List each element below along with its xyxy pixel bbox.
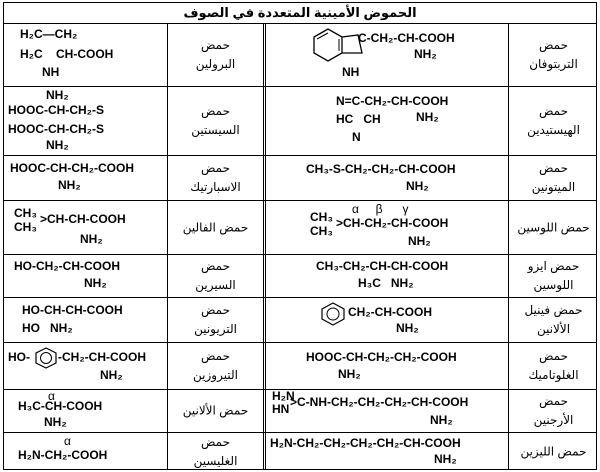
name-line-1: حمض	[538, 38, 569, 52]
amino-acid-name-cell	[508, 390, 598, 432]
formula-line-1: CH₃-CH₂-CH-CH-COOH	[316, 259, 449, 273]
structural-formula-cell	[263, 201, 508, 254]
structural-formula-cell	[4, 201, 167, 254]
formula-line-3: HOOC-CH-CH₂-S	[8, 122, 104, 136]
name-line-1: حمض	[538, 104, 569, 118]
name-line-2: الغليسين	[193, 453, 238, 468]
table-row	[4, 87, 596, 156]
formula-line-1: H₃C-CH-COOH	[18, 399, 103, 413]
amino-acid-name-cell	[508, 343, 598, 389]
formula-line-4: N	[352, 130, 361, 144]
amino-acid-name-cell	[508, 156, 598, 200]
amino-acid-name-cell	[167, 298, 263, 342]
amino-acid-name-cell	[167, 24, 263, 86]
formula-main-chain: >C-NH-CH₂-CH₂-CH₂-CH-COOH	[290, 395, 469, 409]
formula-line-2: NH₂	[406, 179, 429, 193]
formula-amino: NH₂	[44, 415, 67, 429]
name-line-1: حمض الفالين	[182, 220, 249, 234]
formula-amine: H₂N	[272, 389, 295, 403]
amino-acid-name-cell	[167, 255, 263, 297]
table-row	[4, 201, 596, 255]
name-line-2: البرولين	[195, 57, 236, 71]
name-line-1: حمض فينيل	[524, 303, 583, 317]
name-line-2: الاسبارتيك	[190, 180, 241, 194]
formula-line-2: NH₂	[58, 178, 81, 192]
structural-formula-cell	[263, 156, 508, 200]
formula-line-1: H₂N-CH₂-COOH	[18, 448, 108, 462]
formula-line-2: NH₂	[84, 276, 107, 290]
name-line-1: حمض	[538, 394, 569, 408]
structural-formula-cell	[263, 390, 508, 432]
formula-greek-label: α	[64, 434, 71, 448]
name-line-1: حمض	[200, 104, 231, 118]
formula-amino: NH₂	[80, 232, 103, 246]
name-line-1: حمض	[200, 161, 231, 175]
formula-line-1: HO-CH-CH-COOH	[22, 303, 123, 317]
structural-formula-cell	[263, 87, 508, 155]
formula-greek-label: α	[48, 389, 55, 403]
name-line-1: حمض الليزين	[520, 444, 587, 458]
name-line-2: التربتوفان	[529, 57, 578, 71]
formula-line-2: NH₂	[416, 110, 439, 124]
table-row	[4, 24, 596, 87]
formula-amino: NH₂	[434, 452, 457, 466]
amino-acid-name-cell	[508, 298, 598, 342]
formula-line-2: NH₂	[396, 321, 419, 335]
formula-line-1: HOOC-CH-CH₂-COOH	[10, 161, 134, 175]
amino-acid-name-cell	[167, 343, 263, 389]
name-line-2: الألانين	[536, 322, 571, 336]
name-line-2: الميتونين	[531, 180, 576, 194]
formula-imine: HN	[272, 402, 290, 416]
amino-acid-name-cell	[167, 433, 263, 470]
name-line-1: حمض	[200, 349, 231, 363]
name-line-1: حمض	[200, 38, 231, 52]
amino-acid-name-cell	[167, 390, 263, 432]
structural-formula-cell	[4, 343, 167, 389]
structural-formula-cell	[263, 343, 508, 389]
amino-acid-name-cell	[508, 201, 598, 254]
name-line-2: الغلوتاميك	[528, 368, 579, 382]
amino-acid-name-cell	[508, 255, 598, 297]
structural-formula-cell	[4, 433, 167, 470]
formula-line-3: HC CH	[336, 112, 381, 126]
structural-formula-cell	[263, 255, 508, 297]
table-row	[4, 255, 596, 298]
formula-line-2: NH₂	[338, 367, 361, 381]
formula-main-chain: -CH₂-CH-COOH	[58, 350, 146, 364]
structural-formula-cell	[263, 298, 508, 342]
formula-line-1: CH₂-CH-COOH	[348, 305, 432, 319]
table-row	[4, 433, 596, 470]
amino-acid-name-cell	[167, 87, 263, 155]
formula-methyl-1: CH₃	[310, 210, 333, 224]
structural-formula-cell	[4, 390, 167, 432]
formula-line-4: NH₂	[46, 138, 69, 152]
structural-formula-cell	[4, 87, 167, 155]
structural-formula-cell	[4, 156, 167, 200]
amino-acid-name-cell	[508, 24, 598, 86]
formula-amino: NH₂	[100, 368, 123, 382]
name-line-1: حمض ايزو	[527, 259, 580, 273]
name-line-1: حمض	[200, 259, 231, 273]
amino-acid-name-cell	[167, 201, 263, 254]
amino-acid-name-cell	[167, 156, 263, 200]
formula-chain: C-CH₂-CH-COOH	[358, 31, 455, 45]
formula-hydroxyl: HO-	[8, 350, 30, 364]
formula-amino: NH₂	[430, 413, 453, 427]
name-line-1: حمض	[538, 161, 569, 175]
phenol-ring-icon	[34, 347, 58, 369]
name-line-2: السيستين	[191, 123, 240, 137]
amino-acid-name-cell	[508, 87, 598, 155]
name-line-2: الأرجنين	[533, 413, 574, 427]
formula-main-chain: >CH-CH-COOH	[40, 212, 126, 226]
name-line-1: حمض اللوسين	[517, 220, 590, 234]
formula-main-chain: >CH-CH₂-CH-COOH	[336, 216, 449, 230]
formula-line-2: HOOC-CH-CH₂-S	[8, 103, 104, 117]
formula-line-1: N=C-CH₂-CH-COOH	[336, 94, 449, 108]
formula-methyl-2: CH₃	[310, 224, 333, 238]
formula-line-1: H₂N-CH₂-CH₂-CH₂-CH₂-CH-COOH	[270, 436, 461, 450]
name-line-2: الهيستيدين	[527, 123, 580, 137]
formula-amino: NH₂	[408, 234, 431, 248]
name-line-2: اللوسين	[533, 278, 574, 292]
name-line-1: حمض الألانين	[182, 403, 249, 418]
structural-formula-cell	[4, 255, 167, 297]
table-title: الحموض الأمينية المتعددة في الصوف	[4, 3, 596, 24]
name-line-2: التيروزين	[193, 368, 238, 382]
table-row	[4, 343, 596, 390]
formula-ring-nh: NH	[342, 65, 360, 79]
structural-formula-cell	[263, 24, 508, 86]
table-row	[4, 156, 596, 201]
name-line-1: حمض	[538, 349, 569, 363]
name-line-1: حمض	[200, 303, 231, 317]
formula-line-1: NH₂	[46, 88, 69, 102]
formula-greek-labels: α β γ	[352, 202, 409, 216]
formula-amino: NH₂	[414, 47, 437, 61]
name-line-1: حمض	[200, 434, 231, 449]
amino-acid-table	[3, 2, 597, 470]
formula-methyl-1: CH₃	[14, 206, 37, 220]
table-row	[4, 298, 596, 343]
formula-methyl-2: CH₃	[14, 220, 37, 234]
formula-line-1: H₂C—CH₂	[20, 27, 78, 41]
formula-line-1: HO-CH₂-CH-COOH	[14, 259, 120, 273]
formula-line-1: CH₃-S-CH₂-CH₂-CH-COOH	[306, 162, 456, 176]
formula-line-2: H₃C NH₂	[358, 276, 414, 290]
name-line-2: التريونين	[194, 322, 237, 336]
structural-formula-cell	[4, 24, 167, 86]
table-row	[4, 390, 596, 433]
name-line-2: السيرين	[195, 278, 236, 292]
structural-formula-cell	[4, 298, 167, 342]
structural-formula-cell	[263, 433, 508, 470]
formula-line-2: H₂C CH-COOH	[20, 47, 114, 61]
formula-line-1: HOOC-CH-CH₂-CH₂-COOH	[306, 350, 457, 364]
amino-acid-name-cell	[508, 433, 598, 470]
formula-line-3: NH	[42, 65, 60, 79]
benzene-ring-icon	[320, 302, 346, 326]
formula-line-2: HO NH₂	[22, 321, 73, 335]
